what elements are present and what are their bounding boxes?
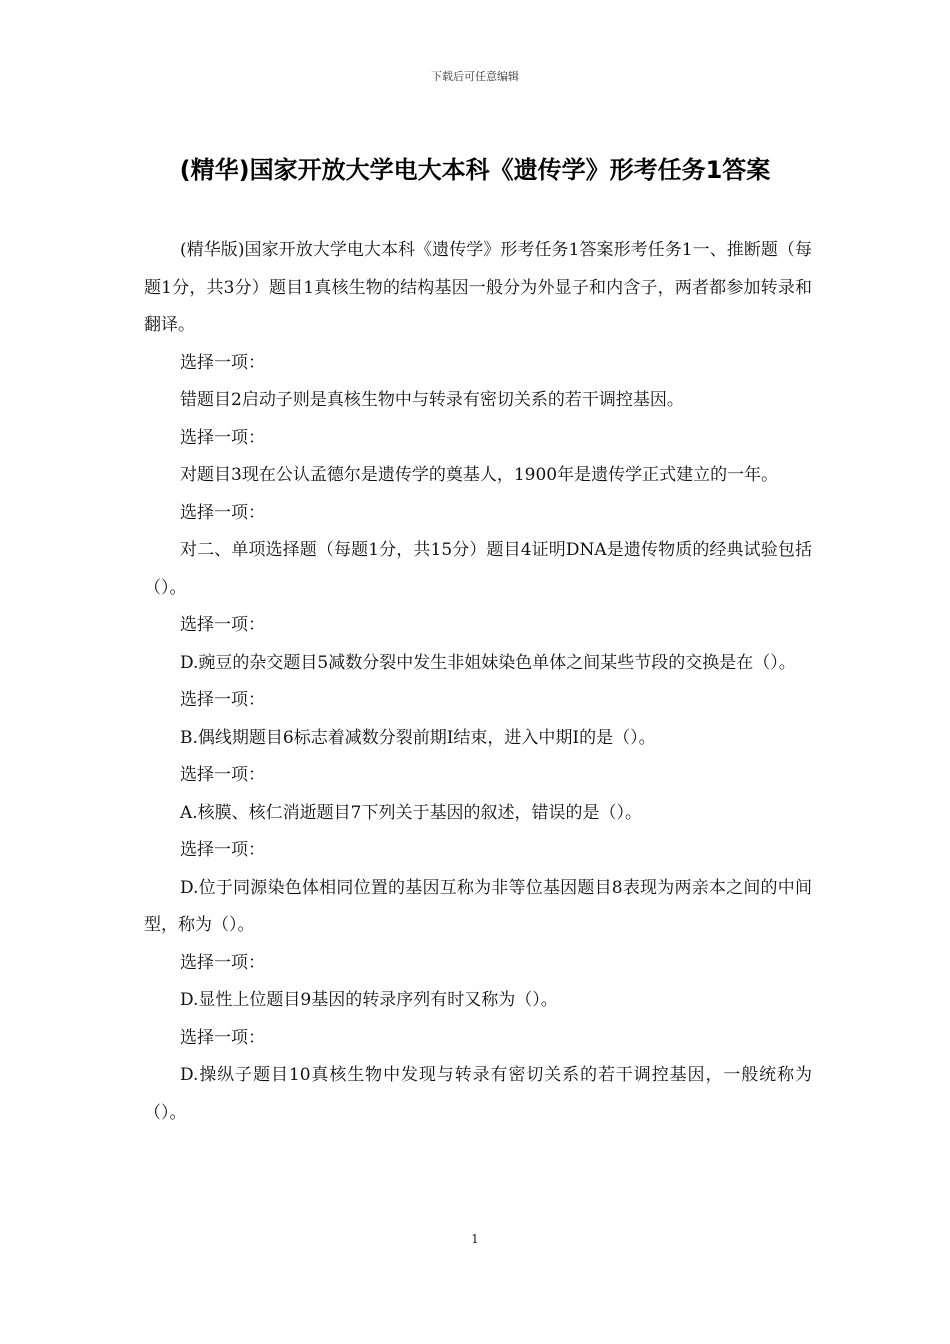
document-title: (精华)国家开放大学电大本科《遗传学》形考任务1答案 <box>179 156 771 184</box>
paragraph: 选择一项： <box>180 765 265 785</box>
paragraph: 选择一项： <box>180 840 265 860</box>
paragraph: 选择一项： <box>180 427 265 448</box>
paragraph: 对二、单项选择题（每题1分，共15分）题目4证明DNA是遗传物质的经典试验包括（）。 <box>144 540 812 598</box>
paragraph: B.偶线期题目6标志着减数分裂前期Ⅰ结束，进入中期Ⅰ的是（）。 <box>180 727 656 748</box>
paragraph: A.核膜、核仁消逝题目7下列关于基因的叙述，错误的是（）。 <box>180 802 642 823</box>
paragraph: 选择一项： <box>180 690 265 710</box>
document-body <box>144 232 812 1132</box>
paragraph: 对题目3现在公认孟德尔是遗传学的奠基人，1900年是遗传学正式建立的一年。 <box>180 465 779 485</box>
paragraph: 选择一项： <box>180 952 265 973</box>
paragraph: D.显性上位题目9基因的转录序列有时又称为（）。 <box>180 990 558 1010</box>
paragraph: D.位于同源染色体相同位置的基因互称为非等位基因题目8表现为两亲本之间的中间型，称为（）。 <box>144 877 812 935</box>
paragraph: D.豌豆的杂交题目5减数分裂中发生非姐妹染色单体之间某些节段的交换是在（）。 <box>180 652 796 673</box>
paragraph: 选择一项： <box>180 615 265 635</box>
paragraph: (精华版)国家开放大学电大本科《遗传学》形考任务1答案形考任务1一、推断题（每题1分，共3分）题目1真核生物的结构基因一般分为外显子和内含子，两者都参加转录和翻译。 <box>144 240 812 335</box>
paragraph: 选择一项： <box>180 502 265 523</box>
page-number: 1 <box>471 1232 479 1246</box>
paragraph: 选择一项： <box>180 1027 265 1048</box>
paragraph: D.操纵子题目10真核生物中发现与转录有密切关系的若干调控基因，一般统称为（）。 <box>144 1065 812 1123</box>
header-note: 下载后可任意编辑 <box>431 70 519 83</box>
paragraph: 错题目2启动子则是真核生物中与转录有密切关系的若干调控基因。 <box>180 390 684 410</box>
paragraph: 选择一项： <box>180 352 265 373</box>
